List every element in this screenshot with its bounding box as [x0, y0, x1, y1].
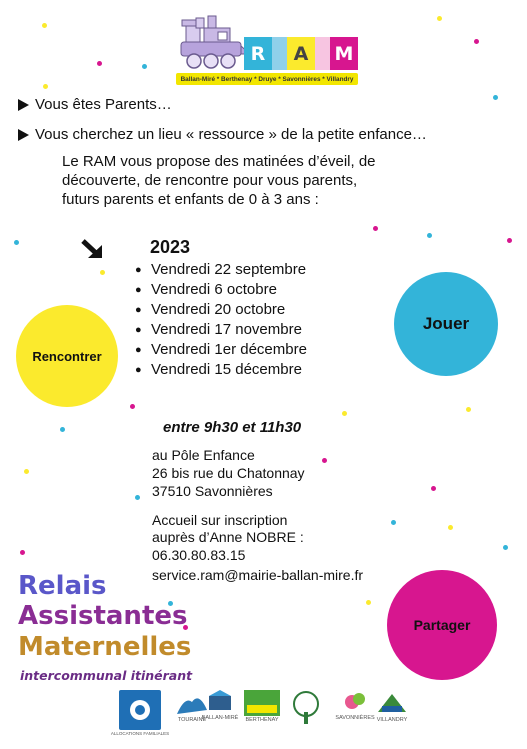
date-text: Vendredi 6 octobre	[151, 281, 277, 298]
date-item: ● Vendredi 20 octobre	[135, 301, 286, 318]
berthenay-name: BERTHENAY	[245, 717, 279, 723]
ballan-logo	[198, 690, 242, 721]
ballan-logo-icon	[206, 690, 234, 714]
partager-label: Partager	[413, 617, 471, 633]
contact-email[interactable]: service.ram@mairie-ballan-mire.fr	[152, 566, 364, 583]
caf-logo-icon	[119, 690, 161, 730]
ram-logo-letters	[244, 37, 358, 70]
date-item: ● Vendredi 22 septembre	[135, 261, 307, 278]
caf-logo	[110, 690, 170, 736]
date-item: ● Vendredi 1er décembre	[135, 341, 307, 358]
logo-letter-a: A	[287, 37, 315, 70]
intro-paragraph-line: futurs parents et enfants de 0 à 3 ans :	[62, 191, 319, 208]
address-block	[152, 446, 305, 500]
druye-logo	[286, 690, 326, 726]
tree-logo-icon	[287, 690, 325, 726]
ram-title-assistantes: Assistantes	[18, 601, 188, 631]
intro-line-2	[18, 126, 427, 143]
savonnieres-logo-icon	[342, 690, 368, 714]
date-item: ● Vendredi 17 novembre	[135, 321, 302, 338]
intro-paragraph-line: découverte, de rencontre pour vous parents,	[62, 172, 358, 189]
contact-line: auprès d’Anne NOBRE :	[152, 528, 304, 545]
ram-title-relais: Relais	[18, 571, 107, 601]
address-line: au Pôle Enfance	[152, 447, 255, 463]
date-text: Vendredi 22 septembre	[151, 261, 307, 278]
schedule-year: 2023	[150, 237, 191, 257]
touraine-name: TOURAINE	[177, 717, 207, 723]
address-line: 26 bis rue du Chatonnay	[152, 465, 305, 481]
contact-line: Accueil sur inscription	[152, 512, 288, 528]
savonnieres-name: SAVONNIÈRES	[335, 715, 375, 721]
intro-paragraph	[62, 152, 502, 209]
ram-title-maternelles: Maternelles	[18, 632, 192, 662]
triangle-bullet-icon	[18, 129, 29, 141]
partager-circle	[387, 570, 497, 680]
date-text: Vendredi 15 décembre	[151, 361, 302, 378]
caf-name: ALLOCATIONS FAMILIALES	[110, 731, 170, 736]
berthenay-logo-icon	[244, 690, 280, 716]
arrow-down-right-icon	[80, 238, 106, 267]
dates-list	[135, 260, 307, 380]
rencontrer-label: Rencontrer	[32, 348, 102, 364]
communes-strip: Ballan-Miré * Berthenay * Druye * Savonnières * Villandry	[176, 73, 358, 85]
ram-title-subtitle: intercommunal itinérant	[20, 668, 193, 683]
date-item: ● Vendredi 6 octobre	[135, 281, 277, 298]
ballan-name: BALLAN-MIRÉ	[201, 715, 239, 721]
villandry-name: VILLANDRY	[376, 717, 408, 723]
address-line: 37510 Savonnières	[152, 483, 273, 499]
logo-letter-r: R	[244, 37, 272, 70]
villandry-logo	[374, 690, 410, 723]
date-text: Vendredi 1er décembre	[151, 341, 307, 358]
intro-paragraph-line: Le RAM vous propose des matinées d’éveil, de	[62, 153, 376, 170]
villandry-logo-icon	[376, 690, 408, 716]
date-item: ● Vendredi 15 décembre	[135, 361, 302, 378]
hours-text: entre 9h30 et 11h30	[163, 419, 302, 436]
jouer-circle	[394, 272, 498, 376]
date-text: Vendredi 17 novembre	[151, 321, 302, 338]
date-text: Vendredi 20 octobre	[151, 301, 286, 318]
berthenay-logo	[242, 690, 282, 723]
intro-line-1	[18, 96, 172, 113]
intro-text-1: Vous êtes Parents…	[35, 96, 172, 113]
intro-text-2: Vous cherchez un lieu « ressource » de la petite enfance…	[35, 126, 427, 143]
triangle-bullet-icon	[18, 99, 29, 111]
contact-block	[152, 512, 363, 583]
savonnieres-logo	[334, 690, 376, 721]
jouer-label: Jouer	[422, 314, 470, 333]
rencontrer-circle	[16, 305, 118, 407]
logo-letter-m: M	[330, 37, 358, 70]
contact-phone: 06.30.80.83.15	[152, 547, 246, 563]
